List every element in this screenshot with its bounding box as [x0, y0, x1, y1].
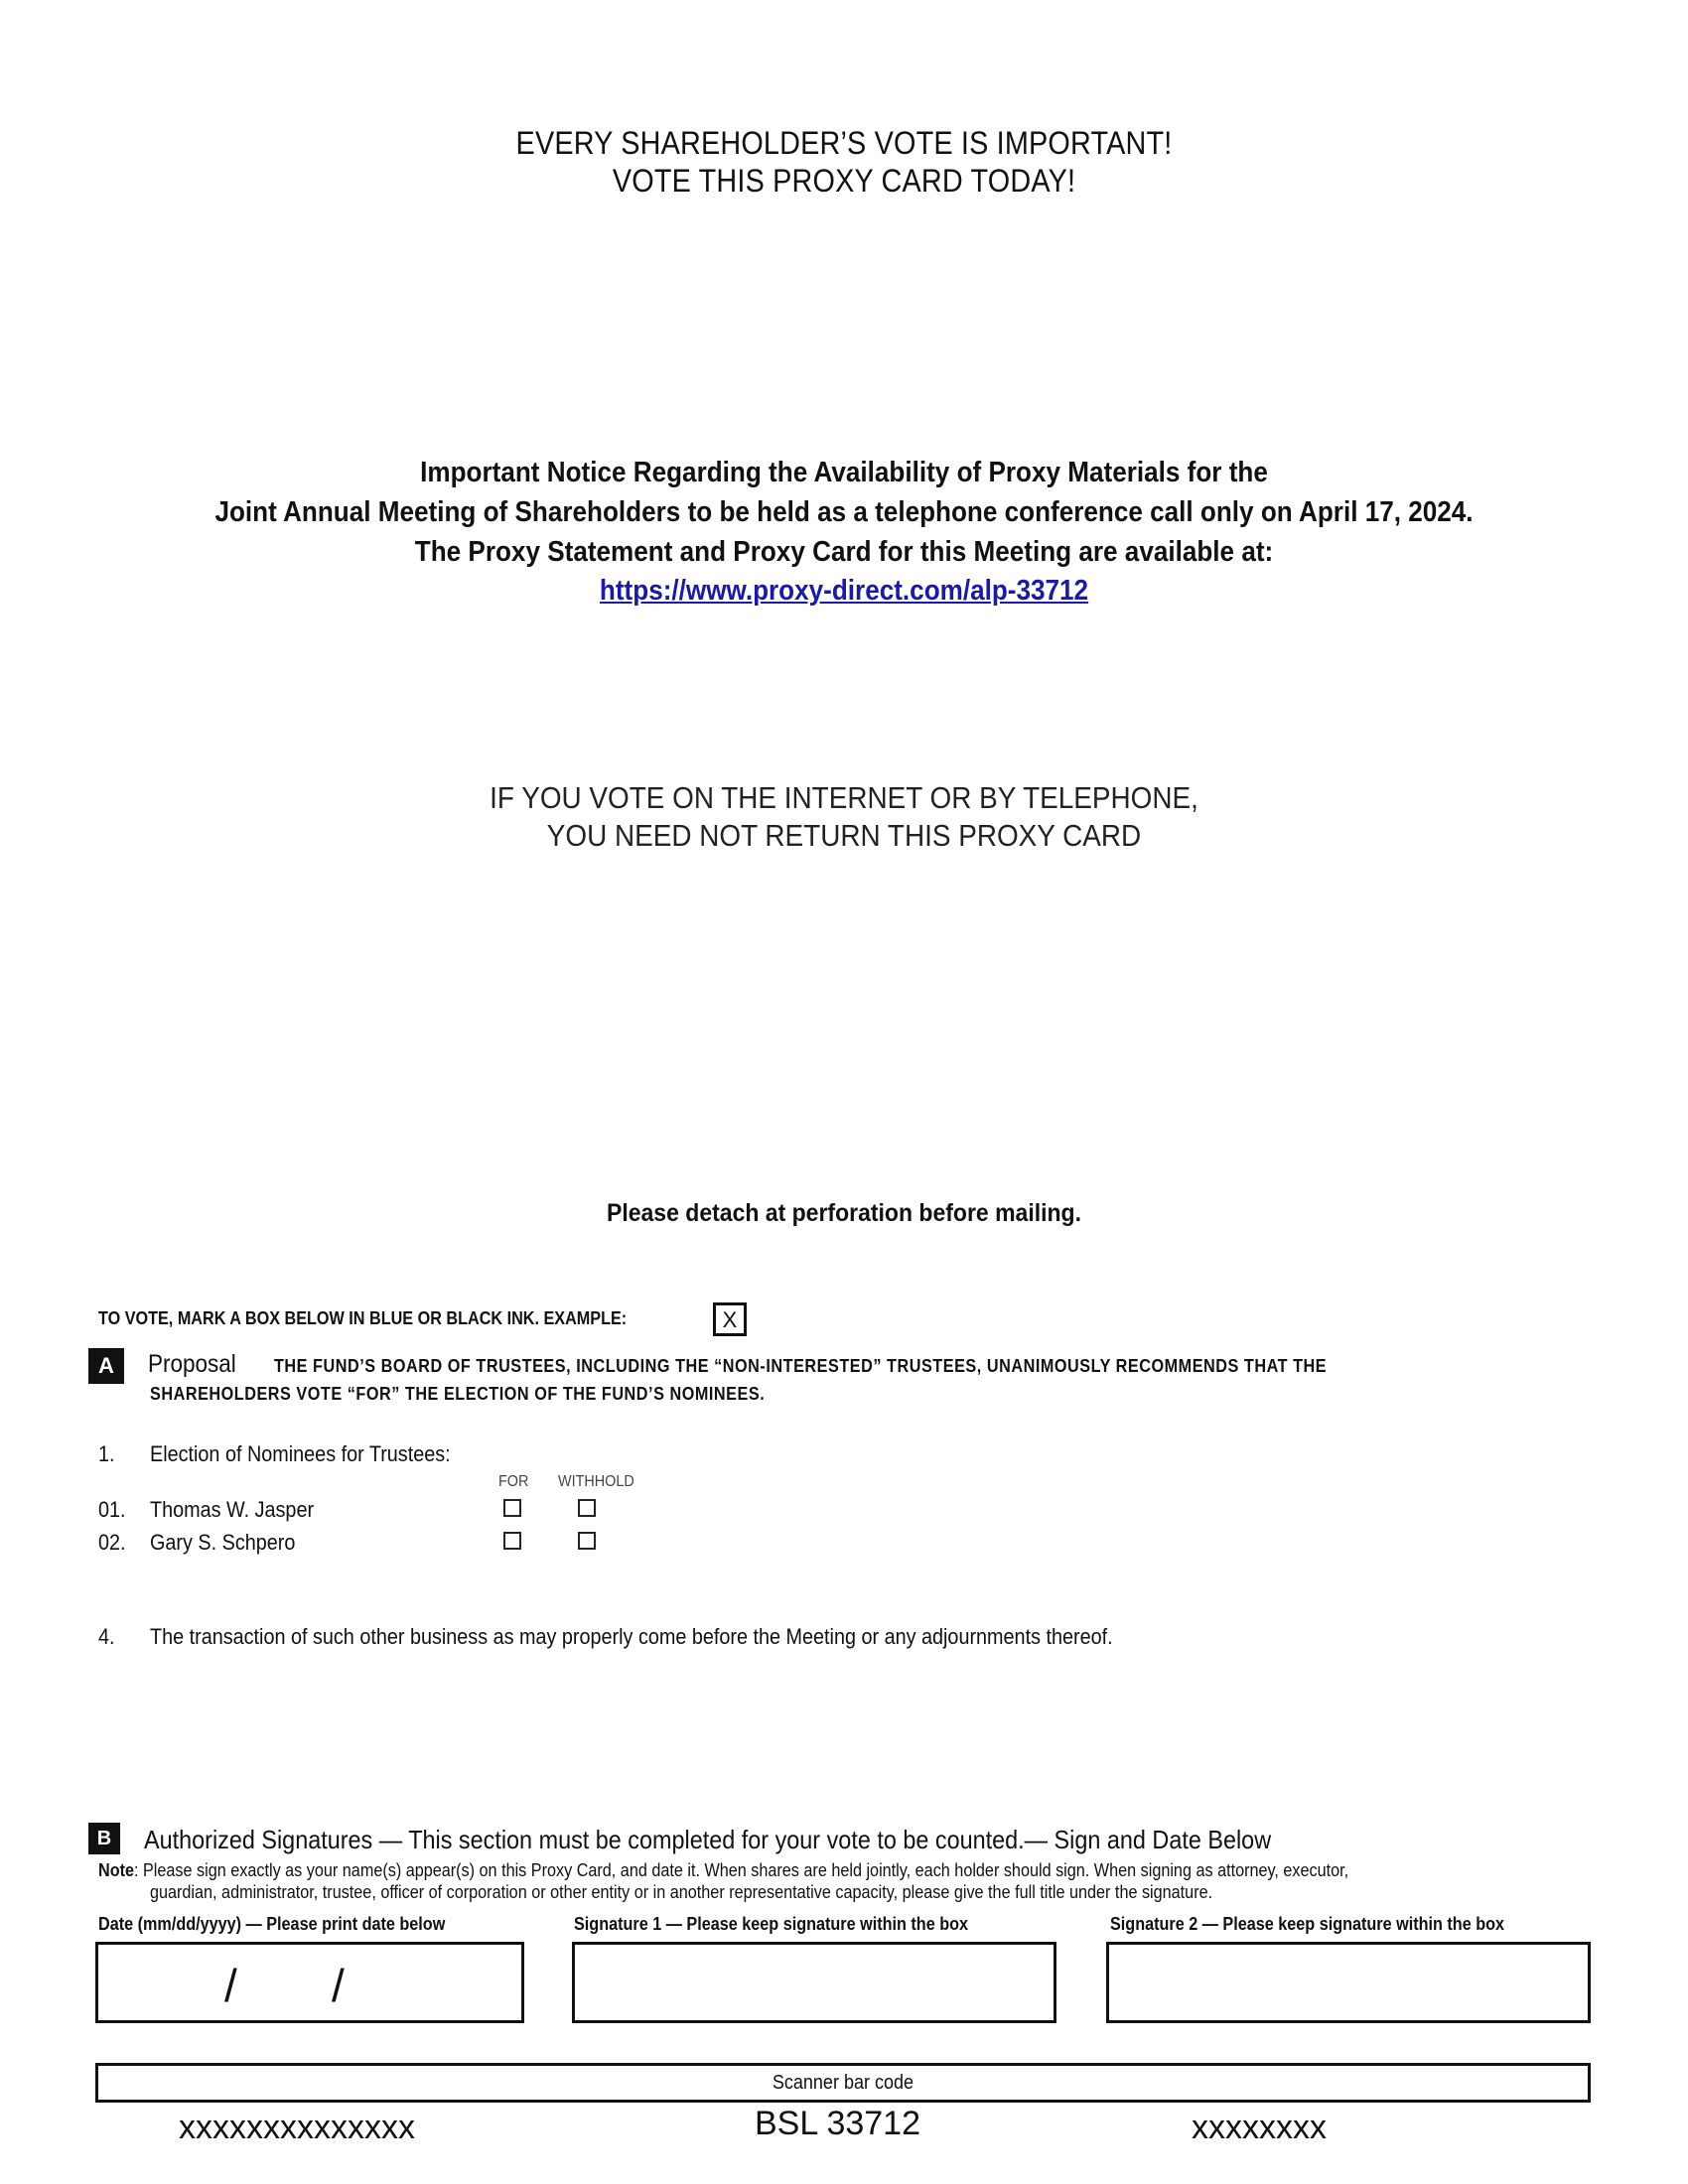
section-b-badge: B [88, 1823, 120, 1854]
example-mark-box: X [713, 1302, 747, 1336]
item-1-text: Election of Nominees for Trustees: [150, 1441, 451, 1466]
signature-2-box[interactable] [1106, 1942, 1591, 2023]
nominee-name: Gary S. Schpero [150, 1530, 296, 1555]
date-input-box[interactable] [95, 1942, 524, 2023]
section-b-title: Authorized Signatures — This section must be completed for your vote to be counted.— Sign and Date Below [144, 1825, 1272, 1854]
footer-code-right: xxxxxxxx [1192, 2109, 1327, 2146]
note-label: Note [98, 1860, 134, 1880]
item-4-number: 4. [98, 1624, 115, 1649]
internet-notice-line-2: YOU NEED NOT RETURN THIS PROXY CARD [546, 818, 1142, 853]
signature-2-label: Signature 2 — Please keep signature within the box [1110, 1914, 1505, 1934]
signature-1-box[interactable] [572, 1942, 1056, 2023]
header-line-1: EVERY SHAREHOLDER’S VOTE IS IMPORTANT! [515, 125, 1173, 161]
internet-notice-line-1: IF YOU VOTE ON THE INTERNET OR BY TELEPHONE, [490, 780, 1198, 815]
item-4-text: The transaction of such other business as may properly come before the Meeting or any adjournments thereof. [150, 1624, 1113, 1649]
detach-instruction: Please detach at perforation before mailing. [606, 1199, 1082, 1227]
nominee-number: 01. [98, 1497, 126, 1522]
notice-line-3: The Proxy Statement and Proxy Card for this Meeting are available at: [414, 536, 1274, 568]
notice-link-row [84, 575, 1604, 608]
proposal-text-line-2: SHAREHOLDERS VOTE “FOR” THE ELECTION OF THE FUND’S NOMINEES. [150, 1384, 766, 1404]
proxy-materials-link[interactable]: https://www.proxy-direct.com/alp-33712 [599, 575, 1089, 607]
signature-note-line-1 [98, 1860, 1348, 1881]
date-slash: / [332, 1960, 345, 2011]
column-withhold: WITHHOLD [558, 1473, 634, 1490]
notice-line-2: Joint Annual Meeting of Shareholders to be held as a telephone conference call only on April 17, 2024. [214, 496, 1474, 528]
date-label: Date (mm/dd/yyyy) — Please print date below [98, 1914, 446, 1934]
column-for: FOR [498, 1473, 529, 1490]
nominee-name: Thomas W. Jasper [150, 1497, 315, 1522]
scanner-bar-code-box [95, 2063, 1591, 2103]
notice-line-1: Important Notice Regarding the Availability of Proxy Materials for the [420, 457, 1268, 488]
note-text: : Please sign exactly as your name(s) appear(s) on this Proxy Card, and date it. When shares are held jointly, each holder should sign. When signing as attorney, executor, [134, 1860, 1349, 1880]
signature-note-line-2: guardian, administrator, trustee, officer of corporation or other entity or in another representative capacity, please give the full title under the signature. [150, 1882, 1213, 1902]
proposal-text-line-1: THE FUND’S BOARD OF TRUSTEES, INCLUDING THE “NON-INTERESTED” TRUSTEES, UNANIMOUSLY RECOMMENDS THAT THE [274, 1356, 1328, 1376]
footer-code-left: xxxxxxxxxxxxxx [179, 2109, 415, 2146]
nominee-2-for-checkbox[interactable] [503, 1532, 521, 1550]
footer-code-center: BSL 33712 [755, 2105, 920, 2142]
scanner-bar-code-label: Scanner bar code [772, 2072, 914, 2094]
section-a-badge: A [88, 1348, 124, 1384]
signature-1-label: Signature 1 — Please keep signature within the box [574, 1914, 969, 1934]
proposal-label: Proposal [148, 1350, 236, 1378]
nominee-1-for-checkbox[interactable] [503, 1499, 521, 1517]
nominee-1-withhold-checkbox[interactable] [578, 1499, 596, 1517]
date-slash: / [224, 1960, 237, 2011]
item-1-number: 1. [98, 1441, 115, 1466]
header-line-2: VOTE THIS PROXY CARD TODAY! [612, 163, 1076, 199]
nominee-2-withhold-checkbox[interactable] [578, 1532, 596, 1550]
nominee-number: 02. [98, 1530, 126, 1555]
vote-instructions: TO VOTE, MARK A BOX BELOW IN BLUE OR BLACK INK. EXAMPLE: [98, 1308, 628, 1328]
